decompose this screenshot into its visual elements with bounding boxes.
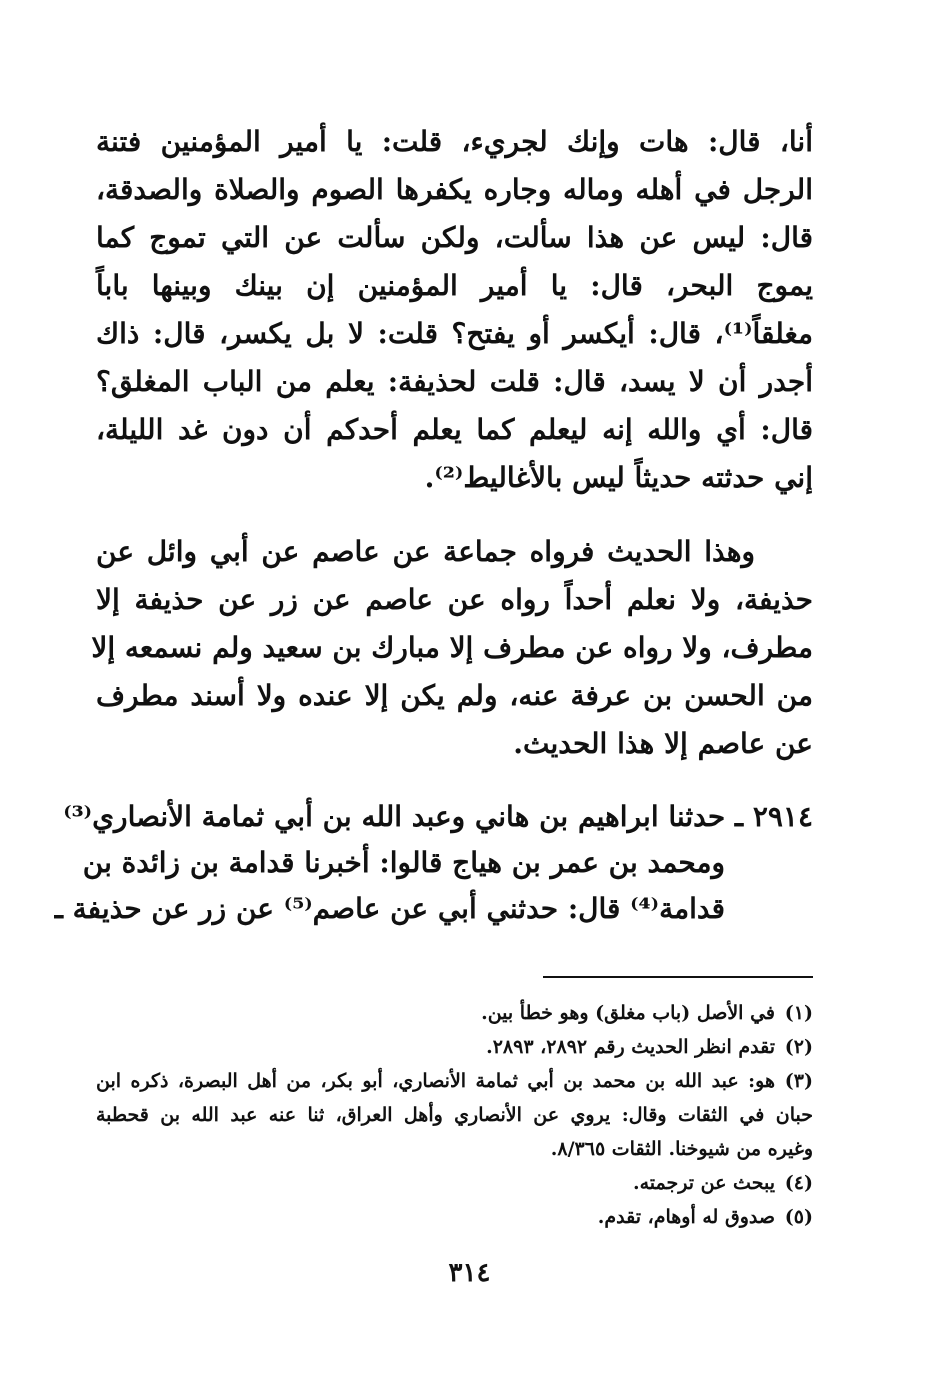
footnote-4 [96, 1166, 813, 1200]
footnote-separator [543, 976, 813, 978]
footnote-number: (١) [784, 1002, 813, 1024]
text-line: الرجل في أهله وماله وجاره يكفرها الصوم والصلاة والصدقة، [96, 173, 813, 206]
footnote-text: تقدم انظر الحديث رقم ٢٨٩٢، ٢٨٩٣. [486, 1036, 775, 1058]
main-text [54, 118, 813, 932]
hadith-first-line [63, 794, 813, 840]
hadith-number: ٢٩١٤ [752, 800, 813, 833]
text-line: مغلقاً⁽¹⁾، قال: أيكسر أو يفتح؟ قلت: لا بل يكسر، قال: ذاك [96, 317, 813, 350]
hadith-text: ـ حدثنا ابراهيم بن هاني وعبد الله بن أبي ثمامة الأنصاري⁽³⁾ [63, 800, 744, 833]
paragraph-1 [96, 118, 813, 502]
text-line: قدامة⁽⁴⁾ قال: حدثني أبي عن عاصم⁽⁵⁾ عن زر عن حذيفة ـ [54, 892, 725, 925]
text-line: وهذا الحديث فرواه جماعة عن عاصم عن أبي وائل عن [96, 535, 755, 568]
text-line: مطرف، ولا رواه عن مطرف إلا مبارك بن سعيد ولم نسمعه إلا [91, 631, 813, 664]
footnote-3-cont: وغيره من شيوخنا. الثقات ٨/٣٦٥. [550, 1138, 813, 1160]
footnote-2 [96, 1030, 813, 1064]
footnote-text: صدوق له أوهام، تقدم. [597, 1206, 775, 1228]
footnote-text: يبحث عن ترجمته. [632, 1172, 775, 1194]
text-line: قال: ليس عن هذا سألت، ولكن سألت عن التي تموج كما [96, 221, 813, 254]
footnote-3-cont: حبان في الثقات وقال: يروي عن الأنصاري وأهل العراق، ثنا عنه عبد الله بن قحطبة [96, 1104, 813, 1126]
footnote-3 [96, 1064, 813, 1098]
footnote-number: (٢) [784, 1036, 813, 1058]
footnote-number: (٣) [784, 1070, 813, 1092]
footnote-number: (٥) [784, 1206, 813, 1228]
text-line: حذيفة، ولا نعلم أحداً رواه عن عاصم عن زر عن حذيفة إلا [96, 583, 813, 616]
page-number: ٣١٤ [448, 1258, 491, 1288]
text-line: عن عاصم إلا هذا الحديث. [513, 727, 813, 760]
hadith-2914 [54, 794, 813, 932]
text-line: يموج البحر، قال: يا أمير المؤمنين إن بينك وبينها باباً [96, 269, 813, 302]
text-line: أنا، قال: هات وإنك لجريء، قلت: يا أمير المؤمنين فتنة [96, 125, 813, 158]
footnote-text: هو: عبد الله بن محمد بن أبي ثمامة الأنصاري، أبو بكر، من أهل البصرة، ذكره ابن [96, 1070, 775, 1092]
text-line: من الحسن بن عرفة عنه، ولم يكن إلا عنده ولا أسند مطرف [96, 679, 813, 712]
text-line: إني حدثته حديثاً ليس بالأغاليط⁽²⁾. [424, 461, 813, 494]
footnote-number: (٤) [784, 1172, 813, 1194]
text-line: قال: أي والله إنه ليعلم كما يعلم أحدكم أن دون غد الليلة، [96, 413, 813, 446]
text-line: ومحمد بن عمر بن هياج قالوا: أخبرنا قدامة بن زائدة بن [82, 846, 725, 879]
paragraph-2 [91, 528, 813, 768]
footnote-text: في الأصل (باب مغلق) وهو خطأ بين. [481, 1002, 775, 1024]
footnotes [96, 996, 813, 1234]
text-line: أجدر أن لا يسد، قال: قلت لحذيفة: يعلم من الباب المغلق؟ [96, 365, 813, 398]
footnote-1 [96, 996, 813, 1030]
footnote-5 [96, 1200, 813, 1234]
